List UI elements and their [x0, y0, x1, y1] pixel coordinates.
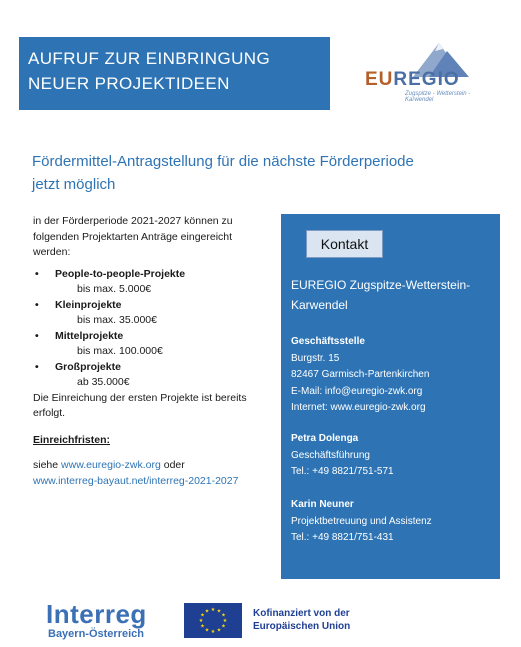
svg-text:★: ★	[200, 612, 205, 619]
header-banner	[19, 37, 330, 110]
office-web[interactable]: Internet: www.euregio-zwk.org	[291, 402, 426, 413]
project-amount: bis max. 35.000€	[77, 314, 157, 326]
svg-text:★: ★	[210, 629, 216, 635]
interreg-logo: Interreg Bayern-Österreich	[46, 599, 147, 640]
project-type: • People-to-people-Projekte	[33, 267, 268, 283]
subtitle: Fördermittel-Antragstellung für die nächste Förderperiode jetzt möglich	[32, 153, 414, 193]
svg-text:★: ★	[222, 618, 228, 624]
submission-note: Die Einreichung der ersten Projekte ist bereits erfolgt.	[33, 391, 247, 419]
eu-cofinancing-text: Kofinanziert von der Europäischen Union	[253, 608, 351, 632]
svg-text:★: ★	[216, 627, 222, 634]
svg-text:★: ★	[221, 623, 226, 630]
office-block: Geschäftsstelle Burgstr. 15 82467 Garmisch-Partenkirchen E-Mail: info@euregio-zwk.org Internet: www.euregio-zwk.org	[291, 334, 496, 417]
office-email[interactable]: E-Mail: info@euregio-zwk.org	[291, 385, 423, 397]
logo-subline: Zugspitze - Wetterstein - Karwendel	[405, 91, 471, 103]
contact-panel	[281, 214, 500, 579]
contact-person-1: Petra Dolenga Geschäftsführung Tel.: +49 8821/751-571	[291, 433, 394, 477]
project-amount: bis max. 100.000€	[77, 345, 163, 357]
eu-flag-icon	[184, 603, 242, 638]
svg-text:★: ★	[200, 623, 205, 630]
kontakt-button[interactable]: Kontakt	[306, 230, 383, 258]
header-line-2: NEUER PROJEKTIDEEN	[28, 74, 230, 93]
deadlines-heading: Einreichfristen:	[33, 433, 111, 446]
left-column	[33, 214, 268, 489]
org-name: EUREGIO Zugspitze-Wetterstein-Karwendel	[291, 278, 471, 312]
project-type: • Großprojekte	[33, 360, 268, 376]
svg-text:★: ★	[204, 627, 210, 634]
interreg-link[interactable]: www.interreg-bayaut.net/interreg-2021-2027	[33, 474, 239, 487]
deadlines-text: siehe www.euregio-zwk.org oder www.interreg-bayaut.net/interreg-2021-2027	[33, 459, 239, 487]
header-line-1: AUFRUF ZUR EINBRINGUNG	[28, 49, 271, 68]
project-amount: bis max. 5.000€	[77, 283, 152, 295]
project-type: • Kleinprojekte	[33, 298, 268, 314]
intro-text: in der Förderperiode 2021-2027 können zu folgenden Projektarten Anträge eingereicht werden:	[33, 215, 233, 258]
euregio-link[interactable]: www.euregio-zwk.org	[61, 459, 161, 471]
svg-text:★: ★	[204, 608, 210, 615]
euregio-logo	[365, 43, 485, 105]
project-type: • Mittelprojekte	[33, 329, 268, 345]
logo-wordmark: EUREGIO	[365, 69, 460, 90]
project-amount: ab 35.000€	[77, 376, 130, 388]
svg-text:★: ★	[210, 607, 216, 613]
svg-text:★: ★	[216, 608, 222, 615]
svg-text:★: ★	[198, 618, 204, 624]
contact-person-2: Karin Neuner Projektbetreuung und Assistenz Tel.: +49 8821/751-431	[291, 499, 432, 543]
svg-text:★: ★	[221, 612, 226, 619]
